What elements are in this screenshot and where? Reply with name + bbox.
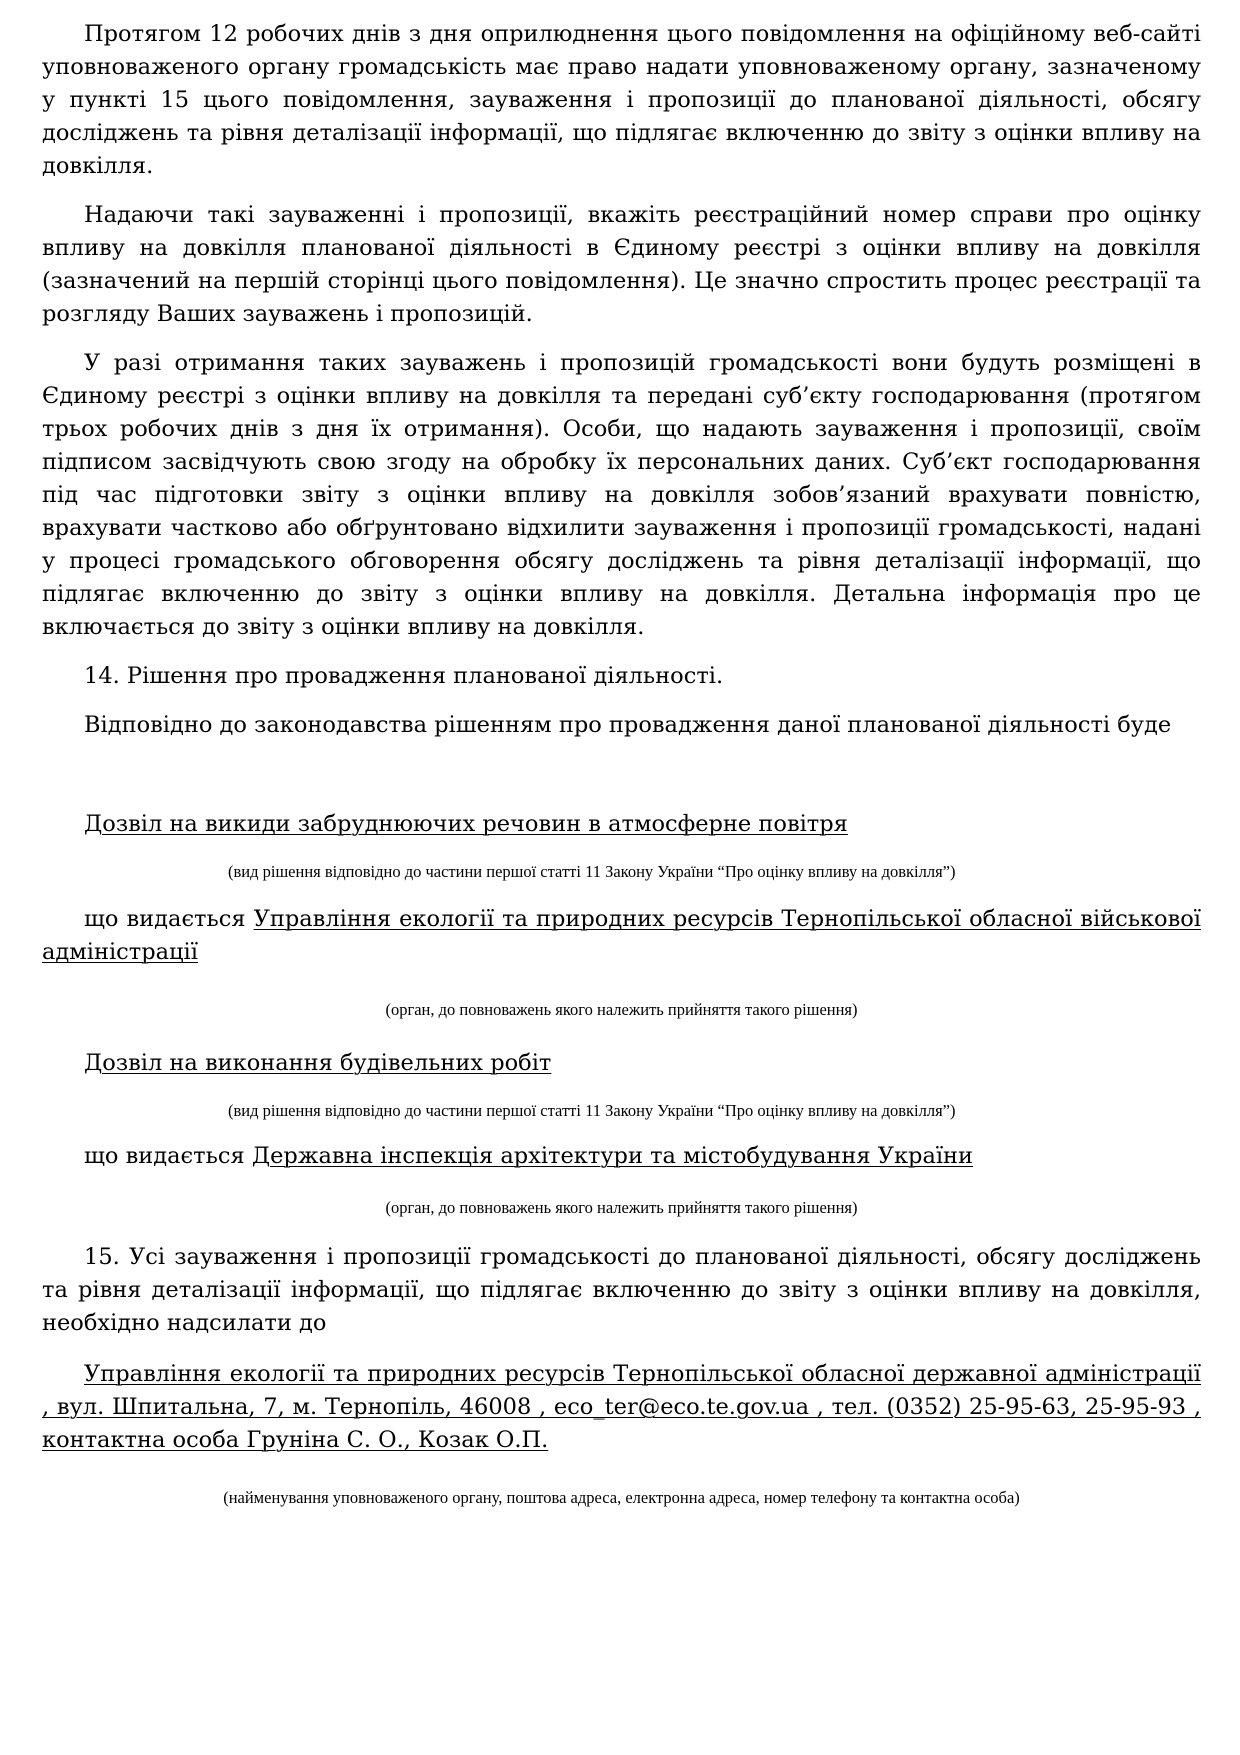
- decision-type-2-value: Дозвіл на виконання будівельних робіт: [84, 1050, 552, 1076]
- authorized-body-contact-value: Управління екології та природних ресурсів Тернопільської обласної державної адміністрації , вул. Шпитальна, 7, м. Тернопіль, 46008 , eco_ter@eco.te.gov.ua , тел. (0352) 25-95-63, 25-95-93 , контактна особа Груніна С. О., Козак О.П.: [42, 1361, 1201, 1453]
- issuing-authority-1-note: (орган, до повноважень якого належить прийняття такого рішення): [385, 1000, 858, 1019]
- issued-by-prefix-2: що видається: [84, 1143, 245, 1169]
- section-14-intro: Відповідно до законодавства рішенням про провадження даної планованої діяльності буде: [84, 712, 1172, 738]
- decision-type-1-value: Дозвіл на викиди забруднюючих речовин в атмосферне повітря: [84, 811, 848, 837]
- decision-type-2-note: (вид рішення відповідно до частини першої статті 11 Закону України “Про оцінку впливу на довкілля”): [228, 1101, 956, 1120]
- issuing-authority-2: [42, 1140, 1201, 1173]
- document-page: [42, 18, 1201, 1509]
- paragraph-comment-period: Протягом 12 робочих днів з дня оприлюднення цього повідомлення на офіційному веб-сайті уповноваженого органу громадськість має право надати уповноваженому органу, зазначеному у пункті 15 цього повідомлення, зауваження і пропозиції до планованої діяльності, обсягу досліджень та рівня деталізації інформації, що підлягає включенню до звіту з оцінки впливу на довкілля.: [42, 21, 1201, 179]
- issued-by-prefix-1: що видається: [84, 906, 246, 932]
- decision-type-1: [42, 808, 1201, 841]
- issuing-authority-2-note: (орган, до повноважень якого належить прийняття такого рішення): [385, 1198, 858, 1217]
- authorized-body-contact: [42, 1358, 1201, 1457]
- decision-type-2: [42, 1047, 1201, 1080]
- section-14-title: 14. Рішення про провадження планованої діяльності.: [84, 663, 724, 689]
- issuing-authority-2-value: Державна інспекція архітектури та містобудування України: [251, 1143, 974, 1169]
- section-15: 15. Усі зауваження і пропозиції громадськості до планованої діяльності, обсягу досліджень та рівня деталізації інформації, що підлягає включенню до звіту з оцінки впливу на довкілля, необхідно надсилати до: [42, 1244, 1201, 1336]
- paragraph-public-comments: У разі отримання таких зауважень і пропозицій громадськості вони будуть розміщені в Єдиному реєстрі з оцінки впливу на довкілля та передані суб’єкту господарювання (протягом трьох робочих днів з дня їх отримання). Особи, що надають зауваження і пропозиції, своїм підписом засвідчують свою згоду на обробку їх персональних даних. Суб’єкт господарювання під час підготовки звіту з оцінки впливу на довкілля зобов’язаний врахувати повністю, врахувати частково або обґрунтовано відхилити зауваження і пропозиції громадськості, надані у процесі громадського обговорення обсягу досліджень та рівня деталізації інформації, що підлягає включенню до звіту з оцінки впливу на довкілля. Детальна інформація про це включається до звіту з оцінки впливу на довкілля.: [42, 350, 1201, 640]
- authorized-body-contact-note: (найменування уповноваженого органу, поштова адреса, електронна адреса, номер телефону та контактна особа): [223, 1488, 1020, 1507]
- paragraph-registration-number: Надаючи такі зауваженні і пропозиції, вкажіть реєстраційний номер справи про оцінку впливу на довкілля планованої діяльності в Єдиному реєстрі з оцінки впливу на довкілля (зазначений на першій сторінці цього повідомлення). Це значно спростить процес реєстрації та розгляду Ваших зауважень і пропозицій.: [42, 202, 1201, 327]
- issuing-authority-1: [42, 903, 1201, 969]
- decision-type-1-note: (вид рішення відповідно до частини першої статті 11 Закону України “Про оцінку впливу на довкілля”): [228, 862, 956, 881]
- issuing-authority-1-value: Управління екології та природних ресурсів Тернопільської обласної військової адміністрації: [42, 906, 1202, 965]
